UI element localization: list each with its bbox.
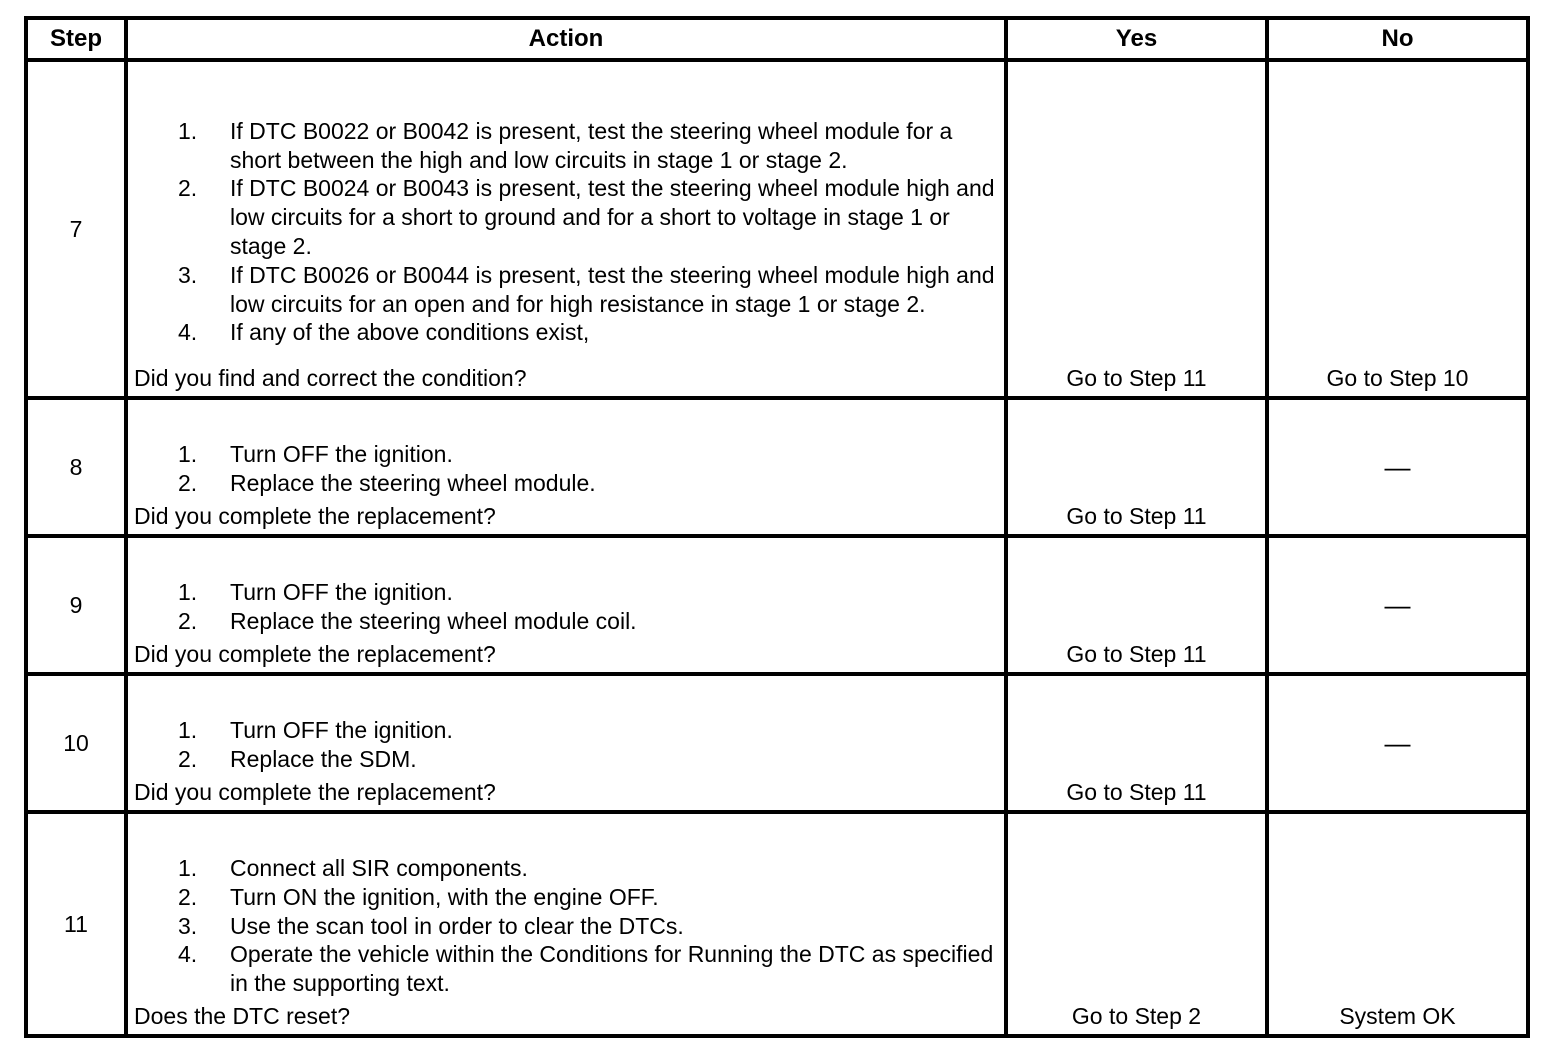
item-text: If any of the above conditions exist, — [230, 319, 590, 346]
action-steps — [128, 574, 1004, 636]
list-item — [128, 117, 1004, 175]
item-number: 2. — [178, 608, 198, 634]
question-text: Did you find and correct the condition? — [134, 365, 527, 391]
item-number: 1. — [178, 441, 198, 468]
item-text: Turn OFF the ignition. — [230, 579, 453, 606]
action-cell — [126, 536, 1006, 674]
item-text: Turn OFF the ignition. — [230, 441, 453, 468]
action-cell — [126, 812, 1006, 1036]
header-step: Step — [26, 18, 126, 60]
item-text: Turn ON the ignition, with the engine OFF. — [230, 883, 659, 910]
action-cell — [126, 60, 1006, 398]
step-number: 9 — [26, 536, 126, 674]
table-row — [26, 812, 1528, 1036]
no-result: — — [1384, 727, 1411, 758]
yes-cell — [1006, 60, 1267, 398]
diagnostic-table — [24, 16, 1530, 1038]
question-text: Did you complete the replacement? — [134, 641, 496, 667]
header-action: Action — [126, 18, 1006, 60]
list-item — [128, 578, 1004, 607]
yes-result: Go to Step 2 — [1071, 1003, 1202, 1029]
list-item — [128, 745, 1004, 774]
item-number: 3. — [178, 912, 198, 939]
list-item — [128, 261, 1004, 319]
item-text: If DTC B0022 or B0042 is present, test the steering wheel module for a short between the high and low circuits in stage 1 or stage 2. — [230, 117, 953, 173]
yes-result: Go to Step 11 — [1066, 641, 1207, 667]
list-item — [128, 940, 1004, 998]
list-item — [128, 469, 1004, 498]
list-item — [128, 174, 1004, 260]
yes-result: Go to Step 11 — [1066, 365, 1207, 391]
no-cell — [1267, 812, 1528, 1036]
yes-result: Go to Step 11 — [1066, 779, 1207, 805]
action-steps — [128, 850, 1004, 998]
yes-result: Go to Step 11 — [1066, 503, 1207, 529]
item-number: 1. — [178, 717, 198, 744]
item-number: 1. — [178, 855, 198, 881]
item-number: 2. — [178, 883, 198, 910]
item-number: 2. — [178, 746, 198, 772]
question-text: Did you complete the replacement? — [134, 779, 496, 805]
item-text: If DTC B0024 or B0043 is present, test the steering wheel module high and low circuits for a short to ground and for a short to voltage in stage 1 or stage 2. — [230, 175, 995, 259]
item-text: Turn OFF the ignition. — [230, 717, 453, 744]
step-number: 10 — [26, 674, 126, 812]
list-item — [128, 912, 1004, 941]
list-item — [128, 607, 1004, 636]
item-number: 3. — [178, 261, 198, 288]
question-text: Did you complete the replacement? — [134, 503, 496, 529]
item-number: 1. — [178, 117, 198, 144]
table-row — [26, 536, 1528, 674]
list-item — [128, 854, 1004, 883]
item-text: Replace the steering wheel module. — [230, 470, 596, 496]
yes-cell — [1006, 536, 1267, 674]
list-item — [128, 716, 1004, 745]
list-item — [128, 318, 1004, 347]
item-number: 1. — [178, 579, 198, 606]
no-cell — [1267, 674, 1528, 812]
action-steps — [128, 712, 1004, 774]
header-yes: Yes — [1006, 18, 1267, 60]
table-row — [26, 398, 1528, 536]
step-number: 8 — [26, 398, 126, 536]
no-cell — [1267, 60, 1528, 398]
item-text: Operate the vehicle within the Conditions for Running the DTC as specified in the supporting text. — [230, 941, 994, 997]
table-row — [26, 674, 1528, 812]
header-row — [26, 18, 1528, 60]
no-result: — — [1384, 589, 1411, 620]
item-text: Connect all SIR components. — [230, 855, 528, 881]
list-item — [128, 440, 1004, 469]
item-text: If DTC B0026 or B0044 is present, test the steering wheel module high and low circuits for an open and for high resistance in stage 1 or stage 2. — [230, 261, 995, 317]
action-steps — [128, 436, 1004, 498]
item-number: 2. — [178, 470, 198, 496]
yes-cell — [1006, 674, 1267, 812]
item-number: 4. — [178, 941, 198, 968]
list-item — [128, 883, 1004, 912]
table-row — [26, 60, 1528, 398]
yes-cell — [1006, 812, 1267, 1036]
action-steps — [128, 111, 1004, 347]
item-number: 4. — [178, 319, 198, 346]
header-no: No — [1267, 18, 1528, 60]
item-number: 2. — [178, 175, 198, 202]
no-result: System OK — [1339, 1003, 1456, 1029]
no-cell — [1267, 536, 1528, 674]
no-result: Go to Step 10 — [1326, 365, 1469, 391]
item-text: Use the scan tool in order to clear the DTCs. — [230, 912, 684, 939]
action-cell — [126, 674, 1006, 812]
step-number: 7 — [26, 60, 126, 398]
item-text: Replace the SDM. — [230, 746, 417, 772]
action-cell — [126, 398, 1006, 536]
yes-cell — [1006, 398, 1267, 536]
no-cell — [1267, 398, 1528, 536]
item-text: Replace the steering wheel module coil. — [230, 608, 637, 634]
question-text: Does the DTC reset? — [134, 1003, 351, 1029]
no-result: — — [1384, 451, 1411, 482]
step-number: 11 — [26, 812, 126, 1036]
